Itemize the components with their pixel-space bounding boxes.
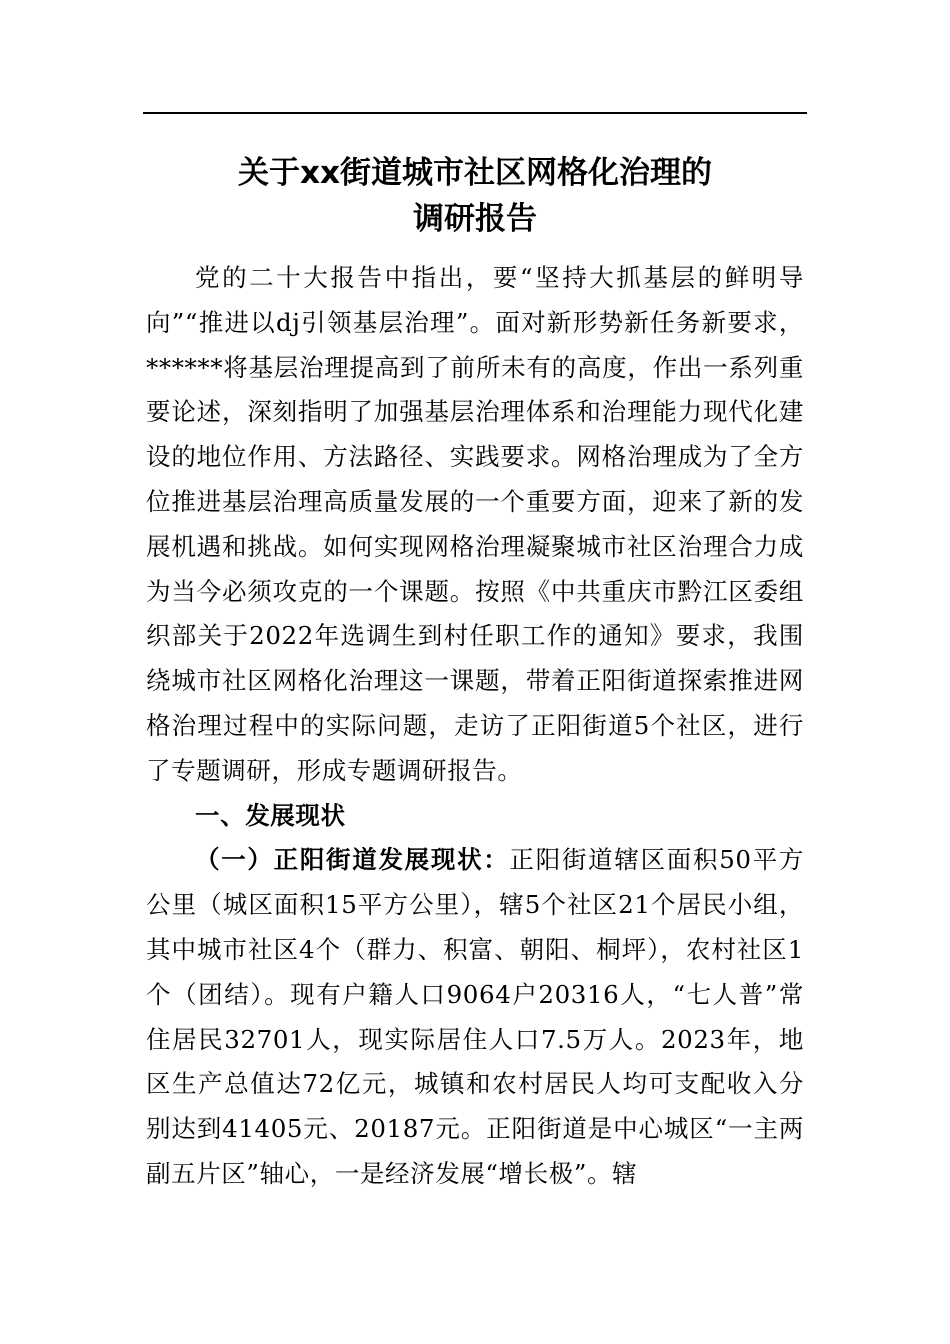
subsection-lead: （一）正阳街道发展现状：	[195, 845, 510, 875]
title-line-1: 关于xx街道城市社区网格化治理的	[238, 155, 712, 191]
document-body	[146, 256, 804, 1197]
document-title	[143, 150, 807, 242]
subsection-text: 正阳街道辖区面积50平方公里（城区面积15平方公里），辖5个社区21个居民小组，其中城市社区4个（群力、积富、朝阳、桐坪），农村社区1个（团结）。现有户籍人口9064户20316人，“七人普”常住居民32701人，现实际居住人口7.5万人。2023年，地区生产总值达72亿元，城镇和农村居民人均可支配收入分别达到41405元、20187元。正阳街道是中心城区“一主两副五片区”轴心，一是经济发展“增长极”。辖	[146, 845, 805, 1188]
header-rule	[143, 112, 807, 114]
title-line-2: 调研报告	[413, 201, 537, 237]
subsection-paragraph-1	[146, 838, 804, 1196]
section-heading-1: 一、发展现状	[195, 800, 346, 830]
intro-paragraph: 党的二十大报告中指出，要“坚持大抓基层的鲜明导向”“推进以dj引领基层治理”。面对新形势新任务新要求，******将基层治理提高到了前所未有的高度，作出一系列重要论述，深刻指明了加强基层治理体系和治理能力现代化建设的地位作用、方法路径、实践要求。网格治理成为了全方位推进基层治理高质量发展的一个重要方面，迎来了新的发展机遇和挑战。如何实现网格治理凝聚城市社区治理合力成为当今必须攻克的一个课题。按照《中共重庆市黔江区委组织部关于2022年选调生到村任职工作的通知》要求，我围绕城市社区网格化治理这一课题，带着正阳街道探索推进网格治理过程中的实际问题，走访了正阳街道5个社区，进行了专题调研，形成专题调研报告。	[146, 263, 804, 785]
